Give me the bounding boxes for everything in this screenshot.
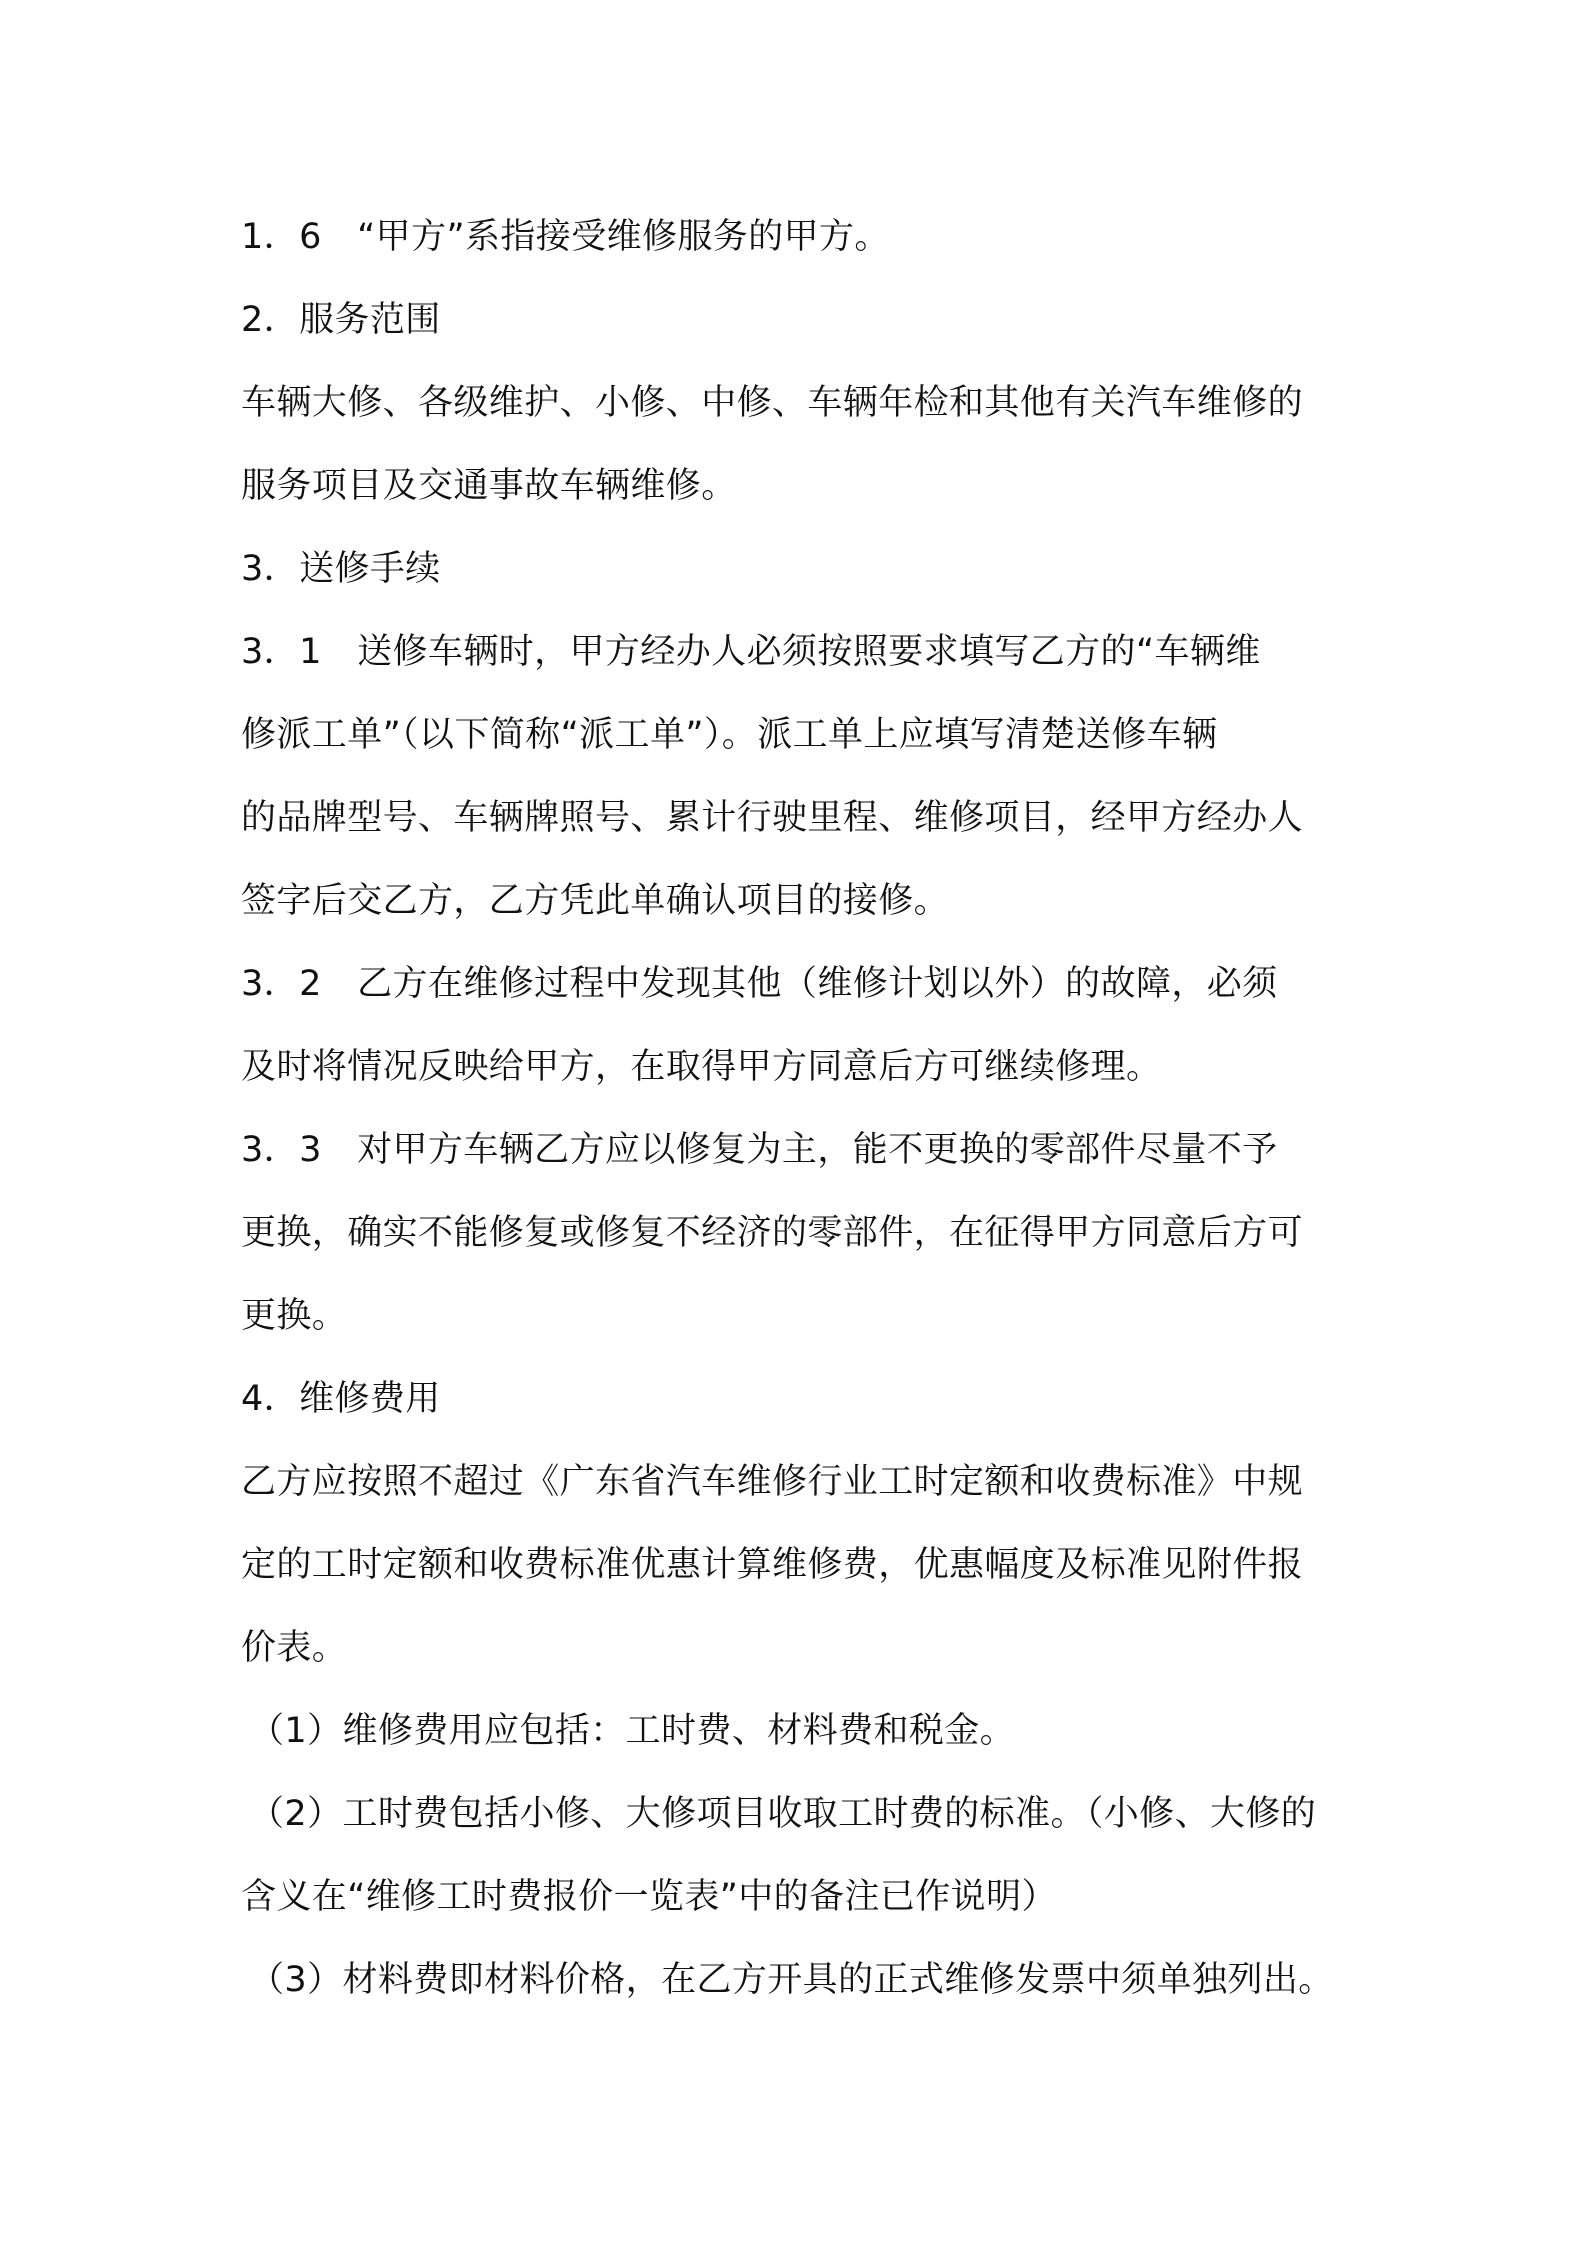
- clause-3-1-line-1: 3．1 送修车辆时，甲方经办人必须按照要求填写乙方的“车辆维: [241, 632, 1261, 672]
- clause-3-3-line-3: 更换。: [241, 1296, 348, 1336]
- clause-3-3-line-1: 3．3 对甲方车辆乙方应以修复为主，能不更换的零部件尽量不予: [241, 1130, 1278, 1170]
- clause-3-2-line-1: 3．2 乙方在维修过程中发现其他（维修计划以外）的故障，必须: [241, 964, 1278, 1004]
- item-2-line-1: （2）工时费包括小修、大修项目收取工时费的标准。（小修、大修的: [249, 1794, 1317, 1834]
- section-4-text-line-2: 定的工时定额和收费标准优惠计算维修费，优惠幅度及标准见附件报: [241, 1545, 1304, 1585]
- clause-3-1-line-2: 修派工单”（以下简称“派工单”）。派工单上应填写清楚送修车辆: [241, 715, 1218, 755]
- section-2-text-line-2: 服务项目及交通事故车辆维修。: [241, 466, 737, 506]
- section-4-text-line-1: 乙方应按照不超过《广东省汽车维修行业工时定额和收费标准》中规: [241, 1462, 1304, 1502]
- section-4-heading: 4．维修费用: [241, 1379, 441, 1419]
- item-1: （1）维修费用应包括：工时费、材料费和税金。: [249, 1711, 1016, 1751]
- clause-3-2-line-2: 及时将情况反映给甲方，在取得甲方同意后方可继续修理。: [241, 1047, 1162, 1087]
- clause-3-1-line-4: 签字后交乙方，乙方凭此单确认项目的接修。: [241, 881, 950, 921]
- section-2-heading: 2．服务范围: [241, 300, 441, 340]
- document-body: [241, 196, 1361, 2022]
- clause-3-1-line-3: 的品牌型号、车辆牌照号、累计行驶里程、维修项目，经甲方经办人: [241, 798, 1304, 838]
- clause-1-6: 1．6 “甲方”系指接受维修服务的甲方。: [241, 217, 890, 257]
- clause-3-3-line-2: 更换，确实不能修复或修复不经济的零部件，在征得甲方同意后方可: [241, 1213, 1304, 1253]
- section-3-heading: 3．送修手续: [241, 549, 441, 589]
- section-2-text-line-1: 车辆大修、各级维护、小修、中修、车辆年检和其他有关汽车维修的: [241, 383, 1304, 423]
- section-4-text-line-3: 价表。: [241, 1628, 348, 1668]
- item-2-line-2: 含义在“维修工时费报价一览表”中的备注已作说明）: [241, 1877, 1057, 1917]
- item-3: （3）材料费即材料价格，在乙方开具的正式维修发票中须单独列出。: [249, 1960, 1334, 2000]
